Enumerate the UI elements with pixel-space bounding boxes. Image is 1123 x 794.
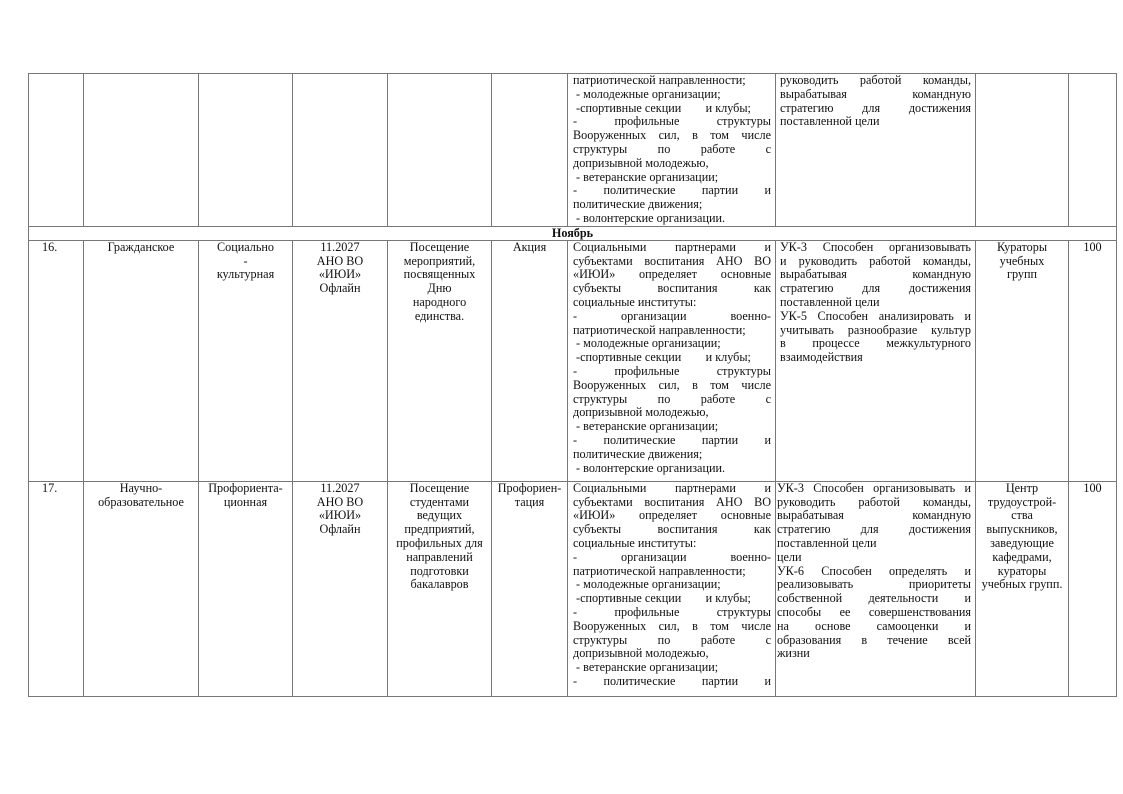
text-line: Профориен- bbox=[497, 480, 562, 495]
cell-form bbox=[492, 74, 568, 227]
participants-count: 100 bbox=[1069, 240, 1117, 481]
direction bbox=[84, 481, 199, 696]
text-line: Центр bbox=[1005, 480, 1039, 495]
document-page bbox=[28, 73, 1116, 697]
text-line: жизни bbox=[777, 646, 810, 661]
text-line: - молодежные организации; bbox=[573, 86, 721, 101]
text-line: руководить работой команды, bbox=[780, 73, 971, 87]
text-line: Социально bbox=[216, 239, 275, 254]
text-line: Социальными партнерами и bbox=[573, 239, 771, 254]
text-line: выпускников, bbox=[986, 522, 1058, 537]
text-line: «ИЮИ» bbox=[318, 508, 362, 523]
text-line: вырабатывая командную bbox=[777, 508, 971, 523]
text-line: Вооруженных сил, в том числе bbox=[573, 618, 771, 633]
cell-number bbox=[29, 74, 84, 227]
cell-date-place bbox=[293, 74, 388, 227]
text-line: Посещение bbox=[409, 239, 470, 254]
cell-type bbox=[199, 74, 293, 227]
activity-type bbox=[199, 481, 293, 696]
text-line: «ИЮИ» определяет основные bbox=[573, 267, 771, 282]
text-line: стратегию для достижения bbox=[777, 522, 971, 537]
month-label: Ноябрь bbox=[29, 226, 1117, 240]
text-line: УК-6 Способен определять и bbox=[777, 563, 971, 578]
event-form bbox=[492, 240, 568, 481]
text-line: социальные институты: bbox=[573, 294, 697, 309]
text-line: групп bbox=[1006, 267, 1038, 282]
text-line: стратегию для достижения bbox=[780, 281, 971, 296]
table-row bbox=[29, 240, 1117, 481]
text-line: АНО ВО bbox=[316, 253, 364, 268]
text-line: в процессе межкультурного bbox=[780, 336, 971, 351]
partners bbox=[568, 481, 776, 696]
event-name bbox=[388, 481, 492, 696]
text-line: посвященных bbox=[403, 267, 476, 282]
text-line: структуры по работе с bbox=[573, 141, 771, 156]
text-line: политические движения; bbox=[573, 446, 703, 461]
text-line: бакалавров bbox=[410, 577, 469, 592]
text-line: Офлайн bbox=[319, 281, 361, 296]
text-line: учитывать разнообразие культур bbox=[780, 322, 971, 337]
cell-competencies bbox=[776, 74, 976, 227]
table-row-continuation bbox=[29, 74, 1117, 227]
text-line: и руководить работой команды, bbox=[780, 253, 971, 268]
cell-partners bbox=[568, 74, 776, 227]
text-line: руководить работой команды, bbox=[777, 494, 971, 509]
text-line: Посещение bbox=[409, 480, 470, 495]
text-line: на основе самооценки и bbox=[777, 618, 971, 633]
text-line: социальные институты: bbox=[573, 535, 697, 550]
text-line: субъекты воспитания как bbox=[573, 522, 771, 537]
cell-direction bbox=[84, 74, 199, 227]
text-line: ства bbox=[1011, 508, 1033, 523]
text-line: Акция bbox=[512, 239, 547, 254]
text-line: УК-3 Способен организовывать и bbox=[777, 480, 971, 495]
text-line: направлений bbox=[406, 549, 473, 564]
text-line: - молодежные организации; bbox=[573, 577, 721, 592]
date-place bbox=[293, 240, 388, 481]
text-line: 11.2027 bbox=[320, 239, 360, 254]
text-line: 11.2027 bbox=[320, 480, 360, 495]
text-line: - профильные структуры bbox=[573, 114, 771, 129]
text-line: вырабатывая командную bbox=[780, 86, 971, 101]
text-line: профильных для bbox=[396, 535, 483, 550]
text-line: УК-3 Способен организовывать bbox=[780, 239, 971, 254]
text-line: - ветеранские организации; bbox=[573, 169, 719, 184]
text-line: поставленной цели bbox=[777, 535, 877, 550]
row-number: 16. bbox=[29, 240, 84, 481]
event-name bbox=[388, 240, 492, 481]
text-line: ционная bbox=[223, 494, 268, 509]
text-line: «ИЮИ» bbox=[318, 267, 362, 282]
text-line: Профориента- bbox=[208, 480, 283, 495]
text-line: взаимодействия bbox=[780, 350, 863, 365]
text-line: допризывной молодежью, bbox=[573, 405, 709, 420]
text-line: - волонтерские организации. bbox=[573, 460, 726, 475]
text-line: Научно- bbox=[119, 480, 163, 495]
text-line: патриотической направленности; bbox=[573, 322, 746, 337]
text-line: тация bbox=[514, 494, 545, 509]
cell-participants bbox=[1069, 74, 1117, 227]
text-line: - политические партии и bbox=[573, 183, 771, 198]
text-line: народного bbox=[412, 294, 467, 309]
text-line: образовательное bbox=[98, 494, 184, 509]
text-line: заведующие bbox=[990, 535, 1054, 550]
text-line: структуры по работе с bbox=[573, 391, 771, 406]
text-line: - политические партии и bbox=[573, 432, 771, 447]
text-line: Офлайн bbox=[319, 522, 361, 537]
text-line: Кураторы bbox=[996, 239, 1048, 254]
text-line: поставленной цели bbox=[780, 294, 880, 309]
text-line: ведущих bbox=[416, 508, 463, 523]
text-line: допризывной молодежью, bbox=[573, 155, 709, 170]
month-header-row bbox=[29, 226, 1117, 240]
participants-count: 100 bbox=[1069, 481, 1117, 696]
text-line: Дню bbox=[427, 281, 452, 296]
text-line: субъектами воспитания АНО ВО bbox=[573, 494, 771, 509]
text-line: -спортивные секции и клубы; bbox=[573, 350, 751, 365]
text-line: студентами bbox=[409, 494, 470, 509]
cell-event bbox=[388, 74, 492, 227]
text-line: единства. bbox=[414, 308, 465, 323]
text-line: субъекты воспитания как bbox=[573, 281, 771, 296]
text-line: способы ее совершенствования bbox=[777, 604, 971, 619]
text-line: допризывной молодежью, bbox=[573, 646, 709, 661]
text-line: собственной деятельности и bbox=[777, 591, 971, 606]
text-line: стратегию для достижения bbox=[780, 100, 971, 115]
text-line: учебных bbox=[999, 253, 1045, 268]
date-place bbox=[293, 481, 388, 696]
text-line: предприятий, bbox=[404, 522, 475, 537]
competencies bbox=[776, 240, 976, 481]
text-line: культурная bbox=[216, 267, 275, 282]
text-line: поставленной цели bbox=[780, 114, 880, 129]
responsible bbox=[976, 240, 1069, 481]
activity-type bbox=[199, 240, 293, 481]
text-line: -спортивные секции и клубы; bbox=[573, 591, 751, 606]
text-line: - организации военно- bbox=[573, 549, 771, 564]
text-line: - молодежные организации; bbox=[573, 336, 721, 351]
cell-responsible bbox=[976, 74, 1069, 227]
text-line: - bbox=[243, 253, 248, 268]
text-line: учебных групп. bbox=[981, 577, 1063, 592]
text-line: Социальными партнерами и bbox=[573, 480, 771, 495]
education-plan-table bbox=[28, 73, 1117, 697]
row-number: 17. bbox=[29, 481, 84, 696]
text-line: политические движения; bbox=[573, 197, 703, 212]
event-form bbox=[492, 481, 568, 696]
text-line: патриотической направленности; bbox=[573, 73, 746, 87]
text-line: АНО ВО bbox=[316, 494, 364, 509]
text-line: - политические партии и bbox=[573, 673, 771, 688]
text-line: субъектами воспитания АНО ВО bbox=[573, 253, 771, 268]
text-line: кураторы bbox=[997, 563, 1047, 578]
competencies bbox=[776, 481, 976, 696]
text-line: реализовывать приоритеты bbox=[777, 577, 971, 592]
text-line: - организации военно- bbox=[573, 308, 771, 323]
partners bbox=[568, 240, 776, 481]
text-line: - профильные структуры bbox=[573, 363, 771, 378]
text-line: -спортивные секции и клубы; bbox=[573, 100, 751, 115]
text-line: «ИЮИ» определяет основные bbox=[573, 508, 771, 523]
text-line: Вооруженных сил, в том числе bbox=[573, 128, 771, 143]
text-line: кафедрами, bbox=[992, 549, 1052, 564]
text-line: Вооруженных сил, в том числе bbox=[573, 377, 771, 392]
text-line: - ветеранские организации; bbox=[573, 660, 719, 675]
text-line: - волонтерские организации. bbox=[573, 210, 726, 225]
text-line: подготовки bbox=[410, 563, 469, 578]
table-row bbox=[29, 481, 1117, 696]
responsible bbox=[976, 481, 1069, 696]
text-line: - профильные структуры bbox=[573, 604, 771, 619]
text-line: цели bbox=[777, 549, 802, 564]
text-line: - ветеранские организации; bbox=[573, 419, 719, 434]
text-line: образования в течение всей bbox=[777, 632, 971, 647]
text-line: патриотической направленности; bbox=[573, 563, 746, 578]
text-line: трудоустрой- bbox=[987, 494, 1057, 509]
text-line: вырабатывая командную bbox=[780, 267, 971, 282]
text-line: УК-5 Способен анализировать и bbox=[780, 308, 971, 323]
direction: Гражданское bbox=[84, 240, 199, 481]
text-line: структуры по работе с bbox=[573, 632, 771, 647]
text-line: мероприятий, bbox=[403, 253, 476, 268]
